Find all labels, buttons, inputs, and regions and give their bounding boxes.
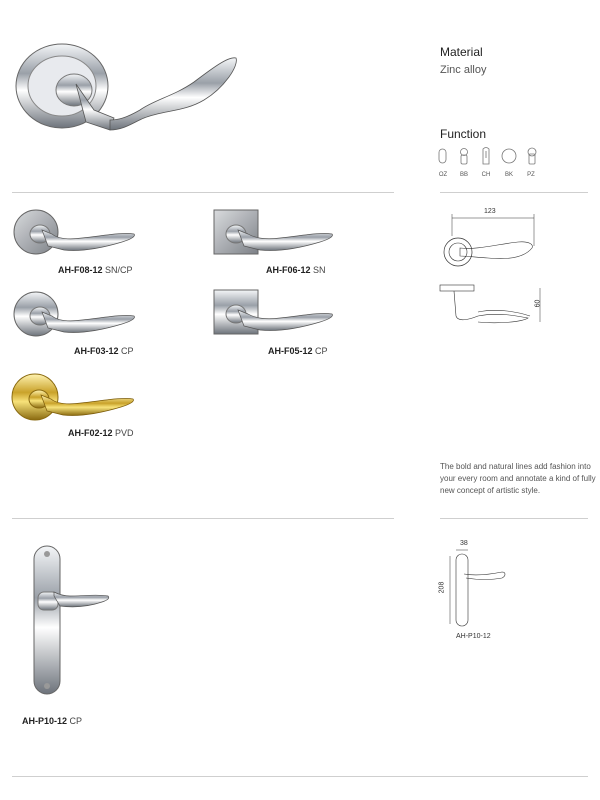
- product-finish: SN: [313, 265, 326, 275]
- function-code-bb: BB: [459, 172, 468, 178]
- ch-icon: [483, 148, 489, 165]
- product-description: The bold and natural lines add fashion into your every room and annotate a kind of fully new concept of artistic style.: [440, 462, 596, 495]
- plate-drawing-caption: AH-P10-12: [456, 633, 491, 640]
- bb-icon: [461, 149, 468, 165]
- product-model: AH-F03-12: [74, 346, 119, 356]
- plate-handle-image: [20, 544, 120, 696]
- lever-top-drawing: [438, 206, 588, 276]
- product-image-f05: [212, 288, 337, 338]
- product-image-f08: [12, 206, 137, 258]
- hero-handle-image: [14, 38, 244, 138]
- function-icons: [436, 146, 546, 170]
- product-finish: CP: [315, 346, 328, 356]
- product-image-f06: [212, 208, 337, 258]
- bk-icon: [502, 149, 516, 163]
- product-image-f03: [12, 288, 137, 340]
- product-label-f03: [74, 346, 134, 356]
- divider-bottom: [12, 776, 588, 777]
- product-model: AH-F02-12: [68, 428, 113, 438]
- divider-left-1: [12, 192, 394, 193]
- divider-left-2: [12, 518, 394, 519]
- function-code-bk: BK: [504, 172, 513, 178]
- function-code-pz: PZ: [527, 172, 535, 178]
- lever-length-dimension: 123: [484, 208, 496, 215]
- function-code-oz: OZ: [438, 172, 448, 178]
- product-label-f08: [58, 265, 133, 275]
- product-model: AH-F05-12: [268, 346, 313, 356]
- material-heading: Material: [440, 45, 483, 59]
- function-code-ch: CH: [481, 172, 491, 178]
- product-finish: PVD: [115, 428, 134, 438]
- product-finish: SN/CP: [105, 265, 133, 275]
- divider-right-1: [440, 192, 588, 193]
- product-finish: CP: [121, 346, 134, 356]
- product-model: AH-F08-12: [58, 265, 103, 275]
- plate-drawing: [436, 540, 536, 630]
- plate-product-label: [22, 716, 82, 726]
- lever-height-dimension: 60: [534, 299, 542, 308]
- product-label-f02: [68, 428, 134, 438]
- plate-height-dimension: 208: [438, 581, 446, 594]
- product-label-f06: [266, 265, 326, 275]
- product-model: AH-F06-12: [266, 265, 311, 275]
- product-label-f05: [268, 346, 328, 356]
- divider-right-2: [440, 518, 588, 519]
- pz-icon: [528, 148, 536, 164]
- plate-product-finish: CP: [69, 716, 83, 726]
- plate-width-dimension: 38: [460, 540, 468, 547]
- oz-icon: [439, 149, 446, 163]
- function-heading: Function: [440, 127, 487, 141]
- lever-side-drawing: [438, 282, 588, 332]
- plate-product-model: AH-P10-12: [22, 716, 68, 726]
- material-value: Zinc alloy: [440, 64, 487, 76]
- product-image-f02: [10, 370, 135, 424]
